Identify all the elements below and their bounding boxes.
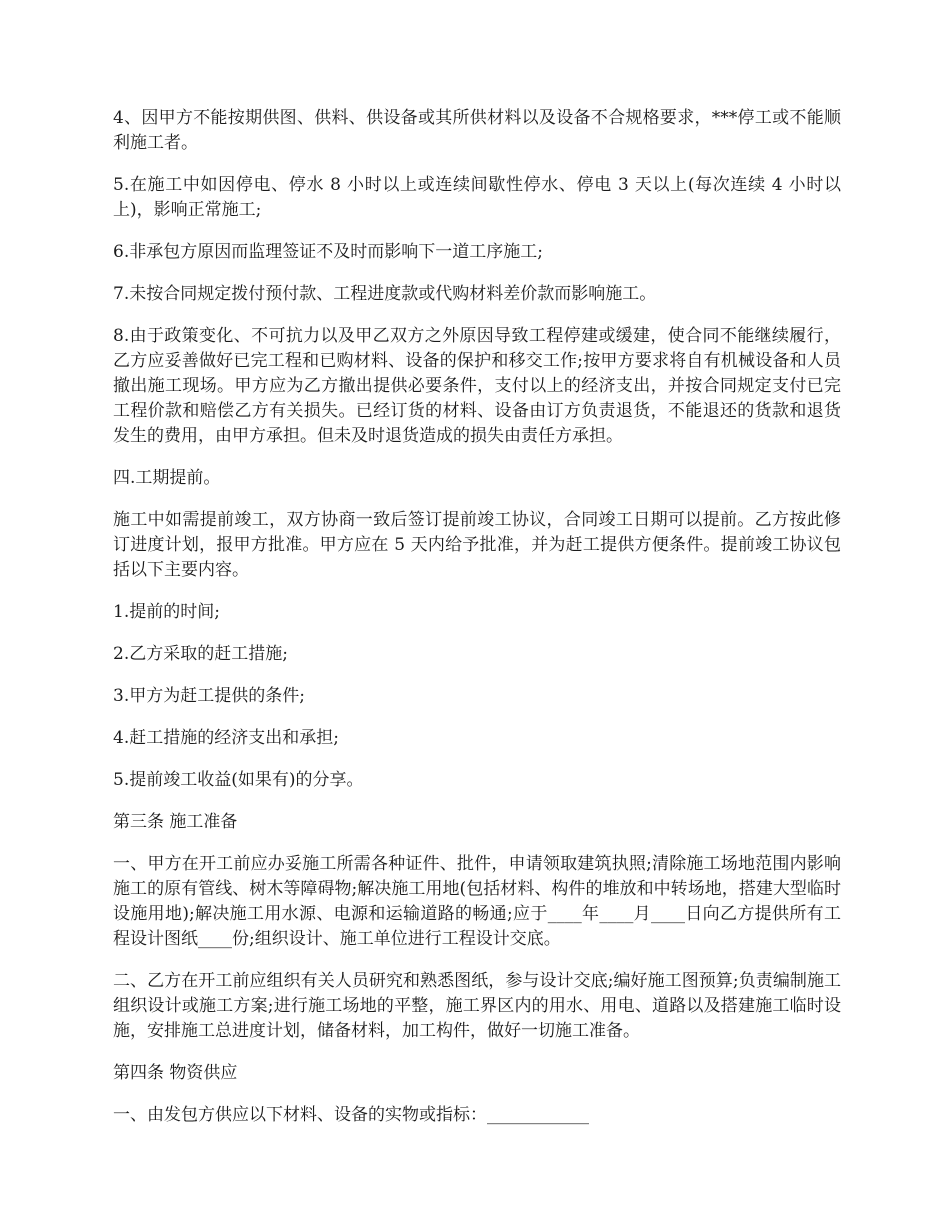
clause-item-8: 8.由于政策变化、不可抗力以及甲乙双方之外原因导致工程停建或缓建，使合同不能继续履行，乙方应妥善做好已完工程和已购材料、设备的保护和移交工作;按甲方要求将自有机械设备和人员撤出施工现场。甲方应为乙方撤出提供必要条件，支付以上的经济支出，并按合同规定支付已完工程价款和赔偿乙方有关损失。已经订货的材料、设备由订方负责退货，不能退还的货款和退货发生的费用，由甲方承担。但未及时退货造成的损失由责任方承担。 [113,326,841,446]
clause-item-5: 5.在施工中如因停电、停水 8 小时以上或连续间歇性停水、停电 3 天以上(每次连续 4 小时以上)，影响正常施工; [113,175,841,220]
article-4-heading: 第四条 物资供应 [113,1063,238,1083]
article-3-clause-1: 一、甲方在开工前应办妥施工所需各种证件、批件，申请领取建筑执照;清除施工场地范围内影响施工的原有管线、树木等障碍物;解决施工用地(包括材料、构件的堆放和中转场地，搭建大型临时设施用地);解决施工用水源、电源和运输道路的畅通;应于____年____月____日向乙方提供所有工程设计图纸____份;组织设计、施工单位进行工程设计交底。 [113,854,841,949]
document-body [113,106,841,1145]
clause-item-7: 7.未按合同规定拨付预付款、工程进度款或代购材料差价款而影响施工。 [113,284,657,304]
article-3-clause-2: 二、乙方在开工前应组织有关人员研究和熟悉图纸，参与设计交底;编好施工图预算;负责编制施工组织设计或施工方案;进行施工场地的平整，施工界区内的用水、用电、道路以及搭建施工临时设施，安排施工总进度计划，储备材料，加工构件，做好一切施工准备。 [113,971,841,1041]
section-heading-schedule-advance: 四.工期提前。 [113,468,221,488]
early-completion-item-1: 1.提前的时间; [113,602,220,622]
early-completion-item-4: 4.赶工措施的经济支出和承担; [113,728,339,748]
early-completion-paragraph: 施工中如需提前竣工，双方协商一致后签订提前竣工协议，合同竣工日期可以提前。乙方按此修订进度计划，报甲方批准。甲方应在 5 天内给予批准，并为赶工提供方便条件。提前竣工协议包括以下主要内容。 [113,510,841,580]
early-completion-item-2: 2.乙方采取的赶工措施; [113,644,288,664]
early-completion-item-3: 3.甲方为赶工提供的条件; [113,686,305,706]
early-completion-item-5: 5.提前竣工收益(如果有)的分享。 [113,770,364,790]
article-3-heading: 第三条 施工准备 [113,812,238,832]
clause-item-4: 4、因甲方不能按期供图、供料、供设备或其所供材料以及设备不合规格要求，***停工或不能顺利施工者。 [113,108,841,153]
clause-item-6: 6.非承包方原因而监理签证不及时而影响下一道工序施工; [113,242,543,262]
article-4-clause-1: 一、由发包方供应以下材料、设备的实物或指标：____________ [113,1105,589,1125]
